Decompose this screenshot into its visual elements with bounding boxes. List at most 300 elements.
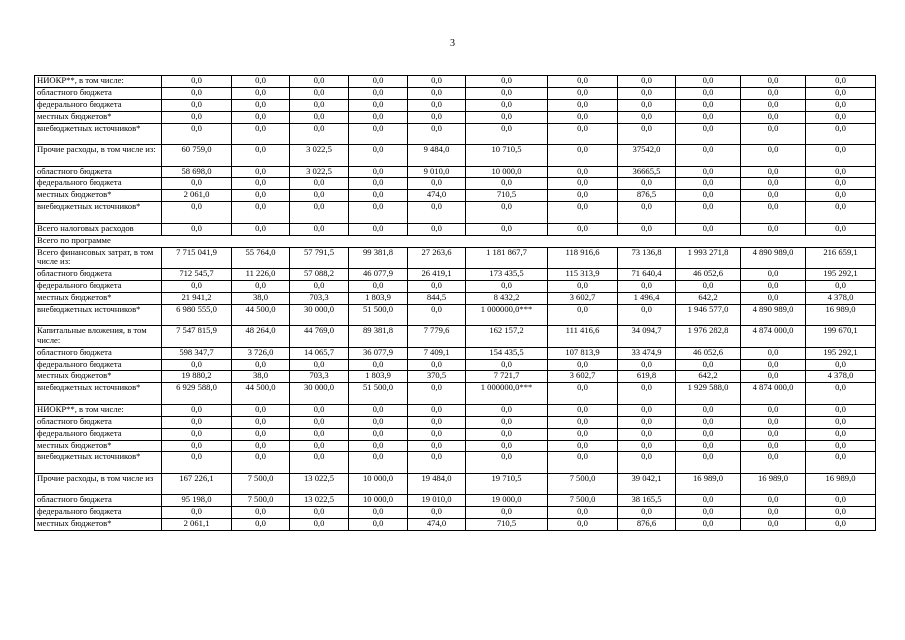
table-cell: 0,0 <box>232 178 290 190</box>
table-cell: 0,0 <box>806 223 876 235</box>
table-cell: 19 710,5 <box>466 473 548 495</box>
table-cell: 99 381,8 <box>349 247 408 269</box>
table-cell: 0,0 <box>466 87 548 99</box>
table-cell: 0,0 <box>349 99 408 111</box>
table-cell: 0,0 <box>618 507 676 519</box>
table-row <box>35 269 876 281</box>
table-cell: 0,0 <box>806 190 876 202</box>
table-cell: 0,0 <box>349 123 408 145</box>
table-cell: 0,0 <box>548 280 618 292</box>
table-cell: 0,0 <box>618 280 676 292</box>
table-cell: 115 313,9 <box>548 269 618 281</box>
table-cell: 0,0 <box>349 452 408 474</box>
table-cell: 0,0 <box>806 178 876 190</box>
row-label: местных бюджетов* <box>35 371 162 383</box>
table-cell: 0,0 <box>806 452 876 474</box>
table-cell: 0,0 <box>548 304 618 326</box>
table-cell: 0,0 <box>806 359 876 371</box>
table-cell: 55 764,0 <box>232 247 290 269</box>
table-cell: 46 052,6 <box>676 269 741 281</box>
table-cell: 27 263,6 <box>408 247 466 269</box>
table-cell: 0,0 <box>232 87 290 99</box>
table-cell: 0,0 <box>806 495 876 507</box>
table-cell: 0,0 <box>408 202 466 224</box>
table-cell: 4 890 989,0 <box>741 304 806 326</box>
table-cell: 51 500,0 <box>349 383 408 405</box>
table-cell: 0,0 <box>290 519 349 531</box>
table-cell: 0,0 <box>548 178 618 190</box>
table-cell: 8 432,2 <box>466 292 548 304</box>
table-cell: 38 165,5 <box>618 495 676 507</box>
table-cell: 0,0 <box>232 123 290 145</box>
row-label: областного бюджета <box>35 166 162 178</box>
table-cell: 0,0 <box>466 416 548 428</box>
table-row <box>35 280 876 292</box>
table-cell: 0,0 <box>232 519 290 531</box>
table-cell: 0,0 <box>548 428 618 440</box>
page-number: 3 <box>450 38 455 49</box>
table-cell: 9 484,0 <box>408 145 466 167</box>
table-cell: 0,0 <box>676 359 741 371</box>
row-label: внебюджетных источников* <box>35 383 162 405</box>
table-cell: 0,0 <box>741 111 806 123</box>
table-cell: 57 088,2 <box>290 269 349 281</box>
table-cell: 0,0 <box>806 111 876 123</box>
table-cell: 712 545,7 <box>162 269 232 281</box>
table-cell: 0,0 <box>466 440 548 452</box>
table-cell: 0,0 <box>806 519 876 531</box>
table-cell: 16 989,0 <box>676 473 741 495</box>
table-cell: 0,0 <box>162 416 232 428</box>
table-cell: 0,0 <box>466 280 548 292</box>
table-cell: 0,0 <box>162 507 232 519</box>
row-label: областного бюджета <box>35 495 162 507</box>
table-cell: 0,0 <box>676 519 741 531</box>
table-cell: 0,0 <box>466 404 548 416</box>
table-cell: 0,0 <box>162 280 232 292</box>
table-cell: 0,0 <box>290 99 349 111</box>
table-cell: 0,0 <box>408 178 466 190</box>
table-cell: 111 416,6 <box>548 326 618 348</box>
table-cell: 19 000,0 <box>466 495 548 507</box>
table-cell: 0,0 <box>290 359 349 371</box>
table-cell: 0,0 <box>618 383 676 405</box>
row-label: федерального бюджета <box>35 359 162 371</box>
table-cell: 0,0 <box>548 190 618 202</box>
table-cell: 0,0 <box>466 359 548 371</box>
table-cell: 0,0 <box>676 202 741 224</box>
table-cell: 7 779,6 <box>408 326 466 348</box>
table-cell: 3 022,5 <box>290 166 349 178</box>
table-row <box>35 304 876 326</box>
row-label: Всего налоговых расходов <box>35 223 162 235</box>
table-cell: 167 226,1 <box>162 473 232 495</box>
table-cell: 0,0 <box>408 452 466 474</box>
table-cell: 0,0 <box>232 404 290 416</box>
table-cell: 39 042,1 <box>618 473 676 495</box>
row-label: федерального бюджета <box>35 280 162 292</box>
table-row <box>35 326 876 348</box>
table-cell: 0,0 <box>676 76 741 88</box>
table-cell: 7 500,0 <box>232 473 290 495</box>
table-cell: 0,0 <box>162 76 232 88</box>
table-cell: 0,0 <box>466 202 548 224</box>
table-cell: 11 226,0 <box>232 269 290 281</box>
table-cell: 0,0 <box>741 292 806 304</box>
table-row <box>35 202 876 224</box>
table-cell: 0,0 <box>232 440 290 452</box>
table-cell: 0,0 <box>349 87 408 99</box>
table-cell: 195 292,1 <box>806 269 876 281</box>
table-cell: 58 698,0 <box>162 166 232 178</box>
table-cell: 3 022,5 <box>290 145 349 167</box>
table-cell: 0,0 <box>290 123 349 145</box>
table-cell: 7 409,1 <box>408 347 466 359</box>
table-cell: 10 000,0 <box>349 473 408 495</box>
table-cell: 73 136,8 <box>618 247 676 269</box>
table-cell: 0,0 <box>349 166 408 178</box>
table-cell: 0,0 <box>741 202 806 224</box>
table-cell: 0,0 <box>349 428 408 440</box>
table-cell: 0,0 <box>676 416 741 428</box>
table-cell: 0,0 <box>408 76 466 88</box>
table-cell: 44 500,0 <box>232 383 290 405</box>
table-cell: 118 916,6 <box>548 247 618 269</box>
table-cell: 0,0 <box>676 166 741 178</box>
table-cell: 0,0 <box>349 223 408 235</box>
table-cell: 710,5 <box>466 190 548 202</box>
table-cell: 1 976 282,8 <box>676 326 741 348</box>
table-cell: 0,0 <box>466 223 548 235</box>
table-cell: 0,0 <box>806 507 876 519</box>
table-cell: 0,0 <box>676 428 741 440</box>
table-cell: 46 052,6 <box>676 347 741 359</box>
row-label: местных бюджетов* <box>35 519 162 531</box>
table-cell: 60 759,0 <box>162 145 232 167</box>
table-cell: 0,0 <box>408 223 466 235</box>
table-cell: 0,0 <box>232 111 290 123</box>
table-cell: 0,0 <box>741 223 806 235</box>
table-cell: 474,0 <box>408 519 466 531</box>
table-cell: 14 065,7 <box>290 347 349 359</box>
table-cell: 19 880,2 <box>162 371 232 383</box>
table-cell: 0,0 <box>408 99 466 111</box>
table-cell: 0,0 <box>162 111 232 123</box>
table-cell: 1 993 271,8 <box>676 247 741 269</box>
budget-table <box>34 75 876 531</box>
row-label: местных бюджетов* <box>35 190 162 202</box>
table-cell: 0,0 <box>676 404 741 416</box>
table-cell: 0,0 <box>741 76 806 88</box>
table-row <box>35 428 876 440</box>
table-cell: 703,3 <box>290 292 349 304</box>
table-cell: 0,0 <box>466 123 548 145</box>
table-cell: 1 000000,0*** <box>466 383 548 405</box>
table-cell: 173 435,5 <box>466 269 548 281</box>
table-cell: 36 077,9 <box>349 347 408 359</box>
table-cell: 7 500,0 <box>548 473 618 495</box>
table-cell: 0,0 <box>618 416 676 428</box>
table-row <box>35 507 876 519</box>
table-cell: 0,0 <box>232 416 290 428</box>
table-cell: 4 378,0 <box>806 292 876 304</box>
table-row <box>35 473 876 495</box>
table-cell: 0,0 <box>806 280 876 292</box>
table-cell: 0,0 <box>618 223 676 235</box>
table-cell: 0,0 <box>408 111 466 123</box>
table-row <box>35 347 876 359</box>
table-cell: 0,0 <box>806 404 876 416</box>
table-row <box>35 87 876 99</box>
table-cell: 0,0 <box>741 452 806 474</box>
table-cell: 0,0 <box>232 202 290 224</box>
table-cell: 0,0 <box>548 223 618 235</box>
table-cell: 0,0 <box>618 178 676 190</box>
table-cell: 0,0 <box>741 416 806 428</box>
table-cell: 0,0 <box>741 280 806 292</box>
table-cell: 0,0 <box>349 519 408 531</box>
table-cell: 199 670,1 <box>806 326 876 348</box>
table-cell: 0,0 <box>548 440 618 452</box>
table-cell: 0,0 <box>290 416 349 428</box>
table-cell: 0,0 <box>741 371 806 383</box>
table-cell: 6 980 555,0 <box>162 304 232 326</box>
table-cell: 0,0 <box>741 440 806 452</box>
table-cell: 19 484,0 <box>408 473 466 495</box>
table-cell: 0,0 <box>349 178 408 190</box>
table-cell: 0,0 <box>232 76 290 88</box>
table-cell: 51 500,0 <box>349 304 408 326</box>
table-cell: 0,0 <box>741 87 806 99</box>
table-row <box>35 235 876 247</box>
table-cell: 0,0 <box>408 123 466 145</box>
table-cell: 10 000,0 <box>349 495 408 507</box>
row-label: внебюджетных источников* <box>35 452 162 474</box>
table-cell: 38,0 <box>232 371 290 383</box>
table-cell: 0,0 <box>741 359 806 371</box>
table-cell: 0,0 <box>618 99 676 111</box>
table-cell: 37542,0 <box>618 145 676 167</box>
table-cell: 0,0 <box>618 359 676 371</box>
table-cell: 3 726,0 <box>232 347 290 359</box>
table-cell: 0,0 <box>408 507 466 519</box>
row-label: областного бюджета <box>35 269 162 281</box>
table-row <box>35 292 876 304</box>
table-cell: 0,0 <box>408 359 466 371</box>
table-cell: 0,0 <box>466 178 548 190</box>
table-cell: 642,2 <box>676 371 741 383</box>
table-cell: 0,0 <box>548 383 618 405</box>
table-cell: 162 157,2 <box>466 326 548 348</box>
table-cell: 0,0 <box>548 99 618 111</box>
table-row <box>35 519 876 531</box>
table-cell: 0,0 <box>290 111 349 123</box>
table-cell: 0,0 <box>806 166 876 178</box>
table-cell: 0,0 <box>548 507 618 519</box>
row-label: областного бюджета <box>35 416 162 428</box>
table-cell: 0,0 <box>466 111 548 123</box>
table-row <box>35 111 876 123</box>
table-cell: 642,2 <box>676 292 741 304</box>
table-cell: 19 010,0 <box>408 495 466 507</box>
table-cell: 0,0 <box>232 359 290 371</box>
table-cell: 0,0 <box>162 440 232 452</box>
table-cell: 7 500,0 <box>548 495 618 507</box>
table-cell: 16 989,0 <box>806 473 876 495</box>
row-label: НИОКР**, в том числе: <box>35 76 162 88</box>
table-cell: 1 803,9 <box>349 292 408 304</box>
table-cell: 876,6 <box>618 519 676 531</box>
table-cell: 0,0 <box>290 202 349 224</box>
table-cell: 619,8 <box>618 371 676 383</box>
table-cell: 0,0 <box>676 440 741 452</box>
table-cell: 0,0 <box>618 123 676 145</box>
table-cell: 0,0 <box>741 519 806 531</box>
table-cell: 0,0 <box>676 123 741 145</box>
row-label: Всего по программе <box>35 235 876 247</box>
table-cell: 0,0 <box>548 202 618 224</box>
table-cell: 0,0 <box>349 111 408 123</box>
row-label: Прочие расходы, в том числе из: <box>35 145 162 167</box>
table-cell: 0,0 <box>741 123 806 145</box>
row-label: местных бюджетов* <box>35 111 162 123</box>
table-cell: 10 710,5 <box>466 145 548 167</box>
table-cell: 0,0 <box>676 87 741 99</box>
table-cell: 876,5 <box>618 190 676 202</box>
table-cell: 0,0 <box>232 190 290 202</box>
table-cell: 1 181 867,7 <box>466 247 548 269</box>
table-cell: 0,0 <box>806 145 876 167</box>
row-label: Капитальные вложения, в том числе: <box>35 326 162 348</box>
table-cell: 0,0 <box>290 178 349 190</box>
table-cell: 0,0 <box>741 404 806 416</box>
table-cell: 710,5 <box>466 519 548 531</box>
table-row <box>35 359 876 371</box>
table-cell: 0,0 <box>676 178 741 190</box>
table-cell: 34 094,7 <box>618 326 676 348</box>
table-cell: 3 602,7 <box>548 371 618 383</box>
table-cell: 0,0 <box>741 507 806 519</box>
table-cell: 0,0 <box>162 123 232 145</box>
table-cell: 0,0 <box>676 280 741 292</box>
table-cell: 26 419,1 <box>408 269 466 281</box>
table-cell: 0,0 <box>232 99 290 111</box>
table-cell: 9 010,0 <box>408 166 466 178</box>
table-cell: 30 000,0 <box>290 304 349 326</box>
table-cell: 0,0 <box>349 145 408 167</box>
table-cell: 598 347,7 <box>162 347 232 359</box>
table-cell: 0,0 <box>408 404 466 416</box>
table-cell: 0,0 <box>162 452 232 474</box>
table-cell: 0,0 <box>676 452 741 474</box>
table-cell: 6 929 588,0 <box>162 383 232 405</box>
table-cell: 0,0 <box>806 383 876 405</box>
table-cell: 0,0 <box>806 428 876 440</box>
table-cell: 1 929 588,0 <box>676 383 741 405</box>
table-cell: 36665,5 <box>618 166 676 178</box>
row-label: областного бюджета <box>35 87 162 99</box>
table-cell: 0,0 <box>408 304 466 326</box>
table-cell: 0,0 <box>408 428 466 440</box>
table-cell: 0,0 <box>618 440 676 452</box>
table-cell: 0,0 <box>548 359 618 371</box>
table-cell: 0,0 <box>349 416 408 428</box>
table-cell: 0,0 <box>349 440 408 452</box>
table-cell: 4 874 000,0 <box>741 383 806 405</box>
table-cell: 0,0 <box>676 111 741 123</box>
table-cell: 0,0 <box>290 223 349 235</box>
row-label: федерального бюджета <box>35 428 162 440</box>
table-cell: 0,0 <box>290 190 349 202</box>
table-cell: 0,0 <box>618 76 676 88</box>
table-cell: 0,0 <box>349 190 408 202</box>
table-cell: 0,0 <box>741 166 806 178</box>
table-row <box>35 76 876 88</box>
row-label: НИОКР**, в том числе: <box>35 404 162 416</box>
table-cell: 7 547 815,9 <box>162 326 232 348</box>
table-row <box>35 247 876 269</box>
table-cell: 0,0 <box>618 87 676 99</box>
table-cell: 0,0 <box>408 440 466 452</box>
table-cell: 0,0 <box>806 87 876 99</box>
table-cell: 44 769,0 <box>290 326 349 348</box>
table-row <box>35 495 876 507</box>
table-cell: 0,0 <box>466 452 548 474</box>
table-cell: 0,0 <box>806 99 876 111</box>
table-cell: 1 000000,0*** <box>466 304 548 326</box>
table-cell: 0,0 <box>290 404 349 416</box>
row-label: внебюджетных источников* <box>35 304 162 326</box>
table-cell: 0,0 <box>548 166 618 178</box>
table-cell: 0,0 <box>290 76 349 88</box>
table-cell: 0,0 <box>548 404 618 416</box>
table-cell: 1 946 577,0 <box>676 304 741 326</box>
table-cell: 474,0 <box>408 190 466 202</box>
table-cell: 0,0 <box>618 428 676 440</box>
table-cell: 0,0 <box>162 359 232 371</box>
table-cell: 703,3 <box>290 371 349 383</box>
table-cell: 0,0 <box>806 76 876 88</box>
table-cell: 0,0 <box>676 223 741 235</box>
table-cell: 0,0 <box>466 507 548 519</box>
table-cell: 0,0 <box>232 428 290 440</box>
table-row <box>35 123 876 145</box>
row-label: федерального бюджета <box>35 507 162 519</box>
table-row <box>35 99 876 111</box>
table-cell: 195 292,1 <box>806 347 876 359</box>
row-label: внебюджетных источников* <box>35 123 162 145</box>
table-cell: 0,0 <box>741 495 806 507</box>
table-cell: 0,0 <box>408 87 466 99</box>
table-cell: 0,0 <box>290 428 349 440</box>
table-cell: 0,0 <box>618 452 676 474</box>
table-cell: 0,0 <box>741 428 806 440</box>
table-row <box>35 383 876 405</box>
table-cell: 44 500,0 <box>232 304 290 326</box>
table-cell: 0,0 <box>408 416 466 428</box>
table-cell: 0,0 <box>676 495 741 507</box>
table-cell: 71 640,4 <box>618 269 676 281</box>
table-row <box>35 190 876 202</box>
table-row <box>35 404 876 416</box>
table-cell: 0,0 <box>290 440 349 452</box>
table-cell: 0,0 <box>290 507 349 519</box>
table-cell: 0,0 <box>548 123 618 145</box>
table-cell: 154 435,5 <box>466 347 548 359</box>
table-cell: 4 378,0 <box>806 371 876 383</box>
table-cell: 0,0 <box>349 280 408 292</box>
table-cell: 0,0 <box>466 428 548 440</box>
